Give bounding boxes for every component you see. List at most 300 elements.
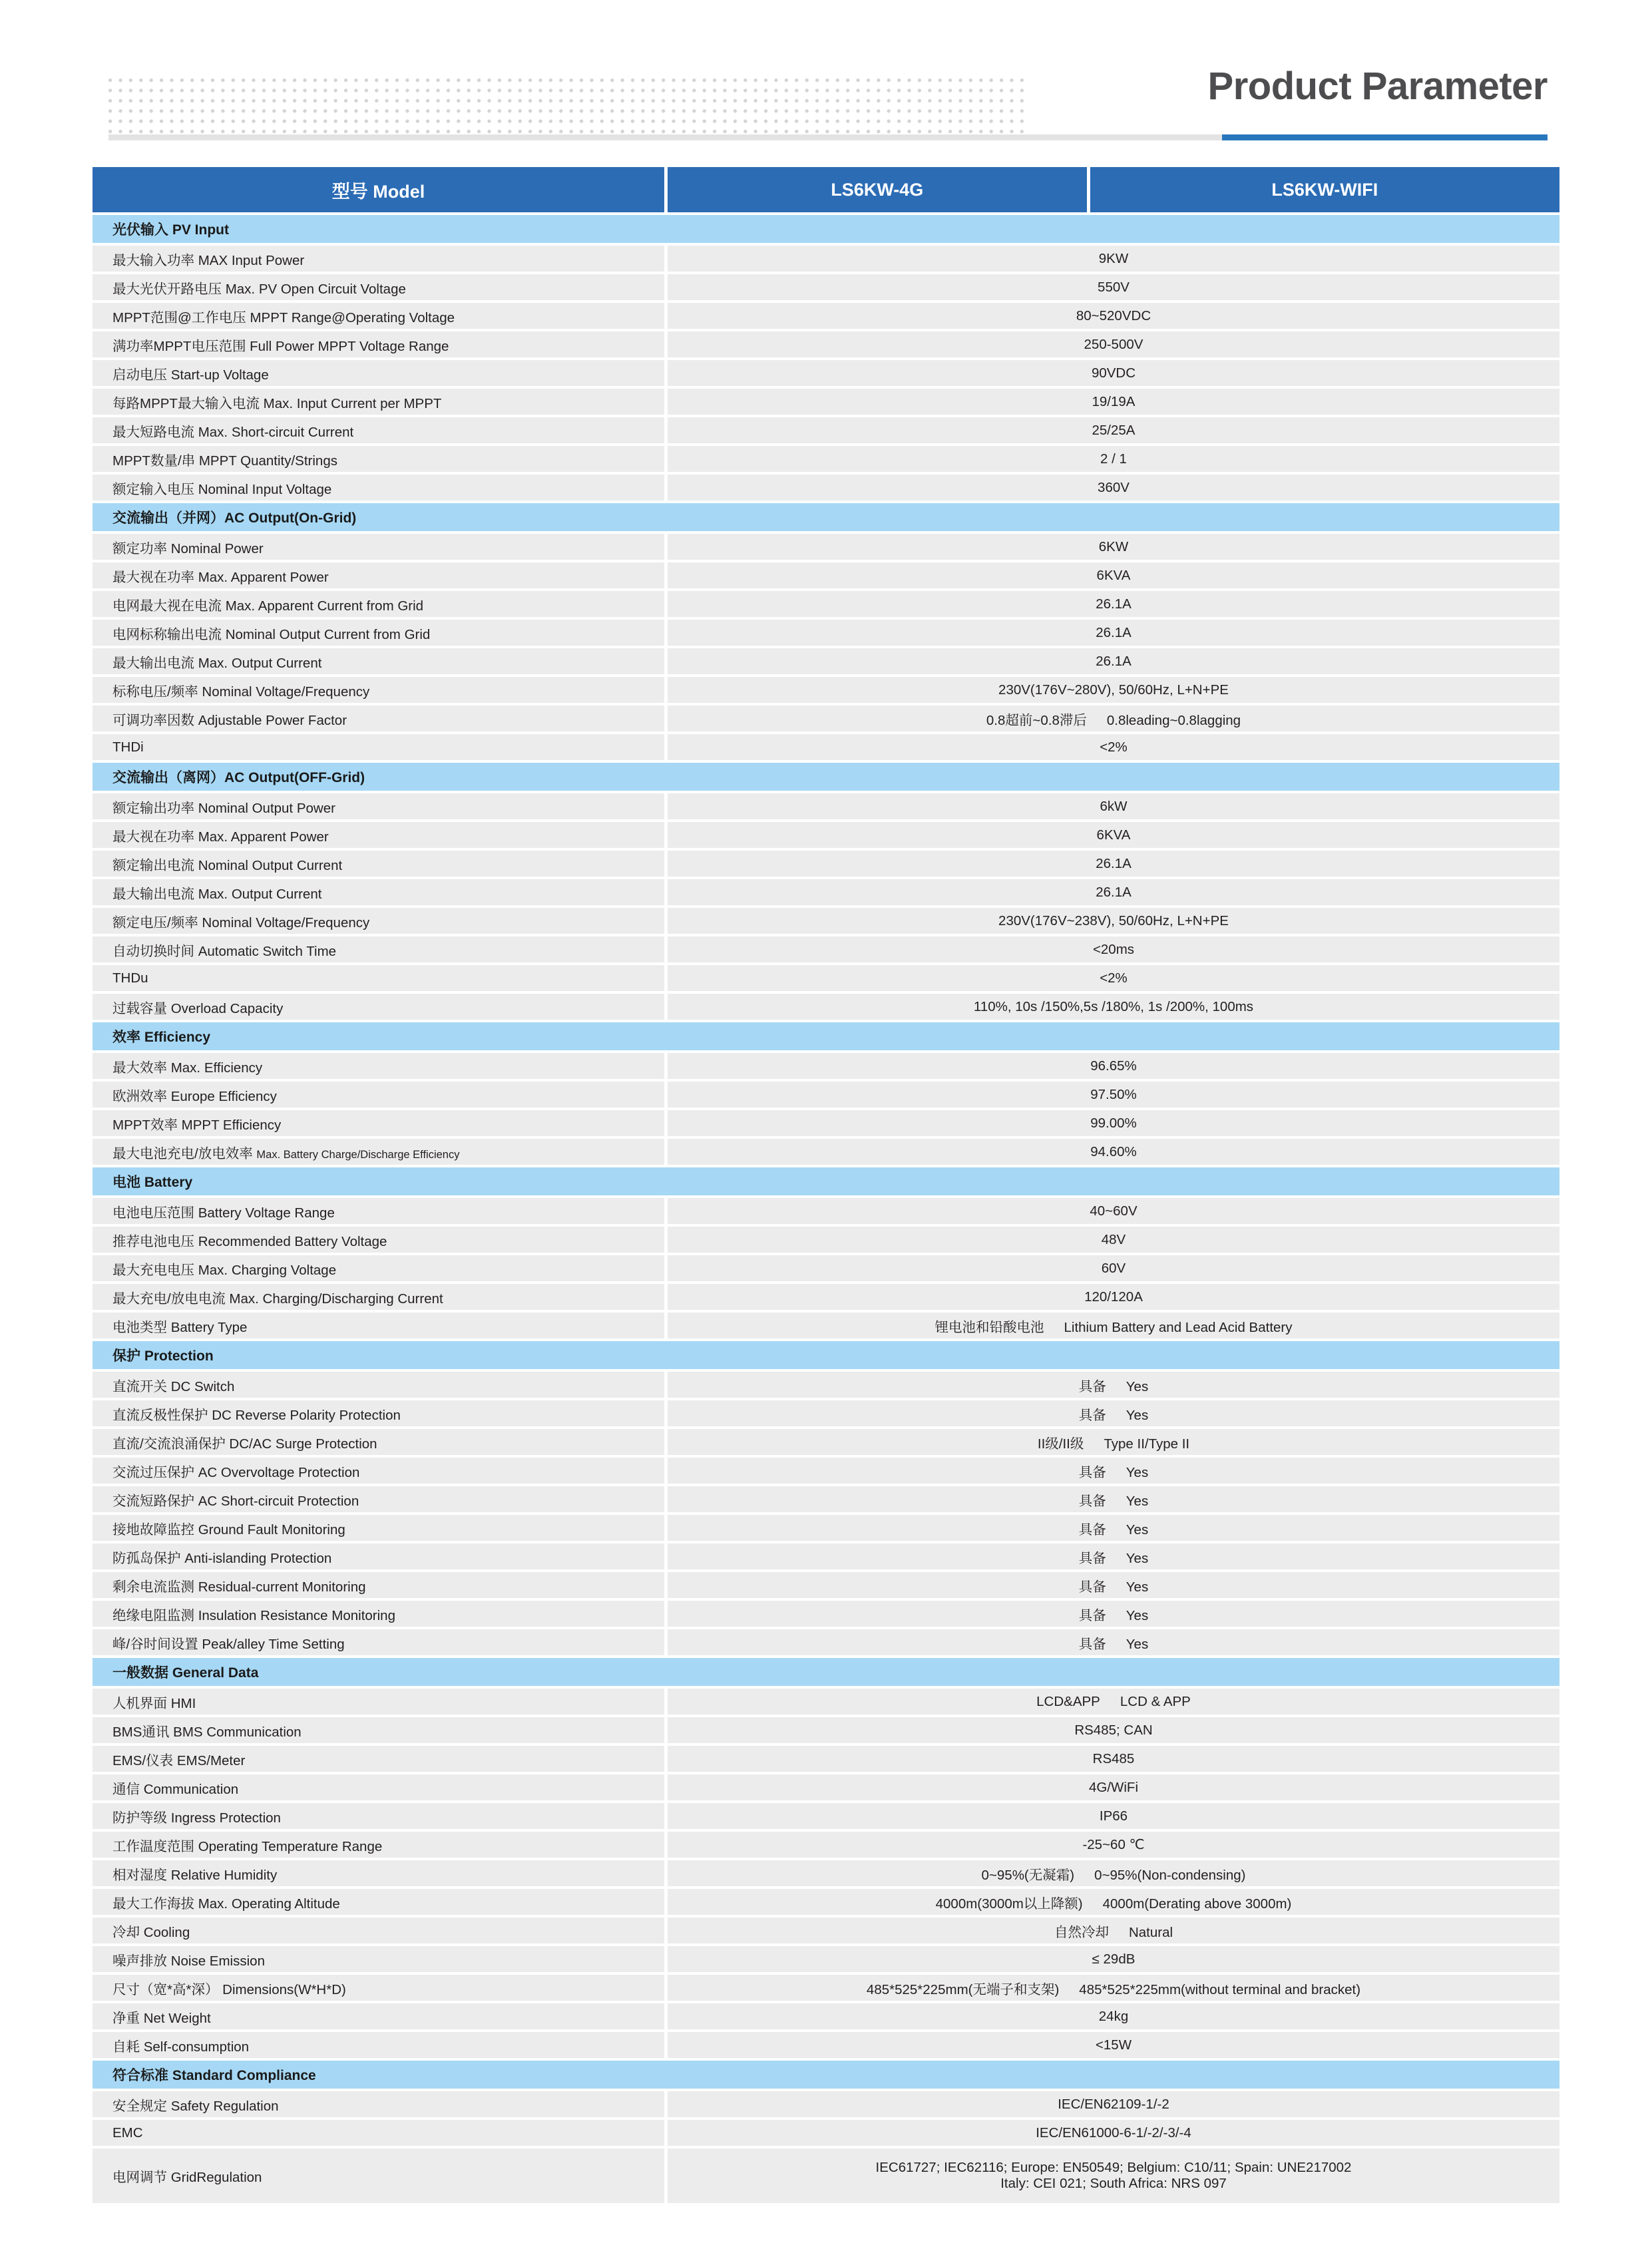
row-label-en: Safety Regulation <box>170 2098 279 2114</box>
row-label <box>93 822 668 851</box>
row-value <box>668 1629 1559 1658</box>
row-value <box>668 246 1559 274</box>
row-value <box>668 1946 1559 1975</box>
row-label-en: Battery Voltage Range <box>198 1205 335 1221</box>
row-label-en: Peak/alley Time Setting <box>202 1636 345 1652</box>
row-value-cn: 具备 <box>1078 1550 1106 1566</box>
row-value <box>668 734 1559 763</box>
row-label-en: Nominal Output Current <box>198 857 343 873</box>
row-value-text: 9KW <box>1098 250 1129 266</box>
row-label-en: Nominal Output Power <box>198 800 335 816</box>
row-label-en: EMS/Meter <box>176 1752 246 1768</box>
row-value-text: 2 / 1 <box>1100 451 1127 467</box>
row-value-text: 6KW <box>1098 538 1129 554</box>
row-value <box>668 1400 1559 1429</box>
table-row <box>93 648 1559 677</box>
table-row <box>93 1082 1559 1110</box>
table-row <box>93 1139 1559 1167</box>
row-label-en: Battery Type <box>170 1319 248 1335</box>
table-row <box>93 965 1559 994</box>
row-value-text: IEC61727; IEC62116; Europe: EN50549; Belgium: C10/11; Spain: UNE217002 <box>875 2160 1352 2175</box>
row-value <box>668 1458 1559 1486</box>
table-row <box>93 475 1559 503</box>
row-label-en: Max. Charging/Discharging Current <box>229 1291 443 1307</box>
row-label-cn: EMC <box>112 2125 143 2140</box>
table-row <box>93 1255 1559 1284</box>
table-column-header-row <box>93 167 1559 215</box>
section-title: 符合标准 Standard Compliance <box>93 2061 1559 2091</box>
row-value <box>668 1746 1559 1774</box>
row-label-cn: 满功率MPPT电压范围 <box>112 338 246 354</box>
row-value-text: 19/19A <box>1092 393 1136 409</box>
row-label <box>93 1717 668 1746</box>
row-label-en: Max. PV Open Circuit Voltage <box>225 281 406 297</box>
row-label <box>93 1832 668 1860</box>
row-label-en: Adjustable Power Factor <box>198 712 347 728</box>
row-value-text: 48V <box>1101 1231 1126 1247</box>
row-label <box>93 417 668 446</box>
row-label-cn: 工作温度范围 <box>112 1838 194 1854</box>
row-label-en: Max. Output Current <box>198 655 322 671</box>
row-label <box>93 1689 668 1717</box>
row-label-en: AC Overvoltage Protection <box>198 1464 360 1480</box>
row-label <box>93 331 668 360</box>
row-label <box>93 1918 668 1946</box>
row-label <box>93 1400 668 1429</box>
table-row <box>93 1860 1559 1889</box>
row-value-cn: 0.8超前~0.8滞后 <box>986 712 1087 728</box>
row-value-en: 4000m(Derating above 3000m) <box>1102 1896 1292 1912</box>
section-title: 一般数据 General Data <box>93 1658 1559 1689</box>
row-value-cn: LCD&APP <box>1036 1693 1100 1709</box>
row-value <box>668 1313 1559 1341</box>
row-value <box>668 1689 1559 1717</box>
row-label-en: Max. Output Current <box>198 886 322 902</box>
row-value <box>668 994 1559 1022</box>
row-label <box>93 936 668 965</box>
row-label-cn: 电网最大视在电流 <box>112 598 222 614</box>
table-row <box>93 1429 1559 1458</box>
row-label-cn: 电池类型 <box>112 1319 167 1335</box>
table-row <box>93 2148 1559 2203</box>
row-value <box>668 793 1559 822</box>
row-value-text: 96.65% <box>1090 1058 1137 1074</box>
table-row <box>93 1284 1559 1313</box>
row-label-en: Ingress Protection <box>170 1810 281 1826</box>
column-header-model: 型号 Model <box>93 167 668 215</box>
row-value-text: 99.00% <box>1090 1115 1137 1131</box>
row-label-cn: 接地故障监控 <box>112 1522 194 1537</box>
row-value-text: 80~520VDC <box>1076 307 1151 323</box>
row-value <box>668 274 1559 303</box>
row-value <box>668 1255 1559 1284</box>
row-value-text: <20ms <box>1092 941 1135 957</box>
table-row <box>93 908 1559 936</box>
table-row <box>93 1372 1559 1400</box>
row-value-cn: 具备 <box>1078 1464 1106 1480</box>
table-row <box>93 274 1559 303</box>
table-row <box>93 936 1559 965</box>
table-row <box>93 303 1559 331</box>
row-label-cn: 最大输入功率 <box>112 252 194 268</box>
row-label-cn: 推荐电池电压 <box>112 1233 194 1249</box>
row-value-cn: 具备 <box>1078 1378 1106 1394</box>
section-title: 交流输出（并网）AC Output(On-Grid) <box>93 503 1559 534</box>
table-row <box>93 1486 1559 1515</box>
row-value-text: 26.1A <box>1096 624 1132 640</box>
row-label-en: Nominal Voltage/Frequency <box>202 684 370 700</box>
row-label-cn: 通信 <box>112 1781 140 1797</box>
table-row <box>93 1832 1559 1860</box>
row-label-en: Ground Fault Monitoring <box>198 1522 345 1537</box>
row-label <box>93 1515 668 1543</box>
row-label-en: Dimensions(W*H*D) <box>222 1981 346 1997</box>
row-value <box>668 1429 1559 1458</box>
row-label-cn: 额定输入电压 <box>112 481 194 497</box>
row-label <box>93 648 668 677</box>
row-label-en: BMS Communication <box>173 1724 302 1740</box>
row-label <box>93 303 668 331</box>
row-value-cn: 具备 <box>1078 1636 1106 1652</box>
section-header-row <box>93 1341 1559 1372</box>
row-label-cn: 冷却 <box>112 1924 140 1940</box>
row-value <box>668 2091 1559 2120</box>
row-value <box>668 303 1559 331</box>
row-label-en: AC Short-circuit Protection <box>198 1493 359 1509</box>
row-value-en: 0~95%(Non-condensing) <box>1094 1867 1246 1883</box>
row-label <box>93 1629 668 1658</box>
row-label-en: Max. Apparent Current from Grid <box>225 598 424 614</box>
row-label-cn: 安全规定 <box>112 2098 167 2114</box>
section-title: 电池 Battery <box>93 1167 1559 1198</box>
row-value-cn: 485*525*225mm(无端子和支架) <box>866 1981 1060 1997</box>
row-value-en: 485*525*225mm(without terminal and bracket) <box>1079 1981 1361 1997</box>
row-value-text: <2% <box>1100 739 1128 755</box>
table-row <box>93 331 1559 360</box>
row-value <box>668 1543 1559 1572</box>
row-value <box>668 677 1559 706</box>
row-label-cn: 启动电压 <box>112 367 167 383</box>
row-label-cn: 噪声排放 <box>112 1953 167 1969</box>
row-label-en: DC Reverse Polarity Protection <box>212 1407 401 1423</box>
table-row <box>93 1689 1559 1717</box>
row-value <box>668 1227 1559 1255</box>
row-value <box>668 1082 1559 1110</box>
row-label-cn: 最大视在功率 <box>112 569 194 585</box>
row-value-en: Yes <box>1126 1550 1149 1566</box>
row-label-cn: EMS/仪表 <box>112 1752 174 1768</box>
section-title: 交流输出（离网）AC Output(OFF-Grid) <box>93 763 1559 793</box>
row-value <box>668 1832 1559 1860</box>
row-label <box>93 389 668 417</box>
row-label-cn: BMS通讯 <box>112 1724 170 1740</box>
row-label <box>93 706 668 734</box>
row-value <box>668 2032 1559 2061</box>
row-label-cn: 剩余电流监测 <box>112 1579 194 1595</box>
row-value-text: IP66 <box>1099 1808 1128 1824</box>
row-label-cn: 自耗 <box>112 2039 140 2055</box>
row-label-en: Overload Capacity <box>170 1000 284 1016</box>
table-row <box>93 2120 1559 2148</box>
table-row <box>93 246 1559 274</box>
row-value <box>668 706 1559 734</box>
table-row <box>93 1313 1559 1341</box>
row-label-cn: 直流反极性保护 <box>112 1407 208 1423</box>
row-label <box>93 994 668 1022</box>
row-label-cn: 自动切换时间 <box>112 943 194 959</box>
table-row <box>93 1889 1559 1918</box>
table-row <box>93 1946 1559 1975</box>
section-header-row <box>93 1167 1559 1198</box>
row-value-text: 4G/WiFi <box>1088 1779 1139 1795</box>
table-row <box>93 1053 1559 1082</box>
page-header <box>0 0 1652 133</box>
row-value <box>668 331 1559 360</box>
row-label-en: HMI <box>170 1695 196 1711</box>
section-title: 效率 Efficiency <box>93 1022 1559 1053</box>
row-label <box>93 1746 668 1774</box>
row-label-en: Max. Battery Charge/Discharge Efficiency <box>256 1148 460 1161</box>
table-row <box>93 389 1559 417</box>
row-value-cn: 具备 <box>1078 1493 1106 1509</box>
row-value-text: 90VDC <box>1091 365 1136 381</box>
row-label-en: GridRegulation <box>170 2170 262 2185</box>
row-label-en: Max. Apparent Power <box>198 829 329 845</box>
row-label-cn: MPPT数量/串 <box>112 453 196 469</box>
section-title: 光伏输入 PV Input <box>93 215 1559 246</box>
row-value-text: RS485; CAN <box>1074 1722 1153 1738</box>
row-value-text: 230V(176V~280V), 50/60Hz, L+N+PE <box>998 682 1229 698</box>
row-label-en: Operating Temperature Range <box>198 1838 383 1854</box>
row-value <box>668 475 1559 503</box>
page-title: Product Parameter <box>1207 65 1548 108</box>
row-label <box>93 1486 668 1515</box>
row-label <box>93 2003 668 2032</box>
row-value <box>668 1717 1559 1746</box>
row-value-text: <2% <box>1100 970 1128 986</box>
row-value <box>668 908 1559 936</box>
row-value-text: 24kg <box>1098 2008 1129 2024</box>
row-label-en: Net Weight <box>143 2010 211 2026</box>
row-label-cn: 额定输出功率 <box>112 800 194 816</box>
row-value-text: RS485 <box>1092 1750 1135 1766</box>
row-label <box>93 1429 668 1458</box>
row-label-en: MPPT Range@Operating Voltage <box>250 309 455 325</box>
row-label-cn: 电网标称输出电流 <box>112 626 222 642</box>
row-label <box>93 2091 668 2120</box>
row-label-cn: THDu <box>112 970 148 986</box>
row-label <box>93 908 668 936</box>
row-label-cn: 交流短路保护 <box>112 1493 194 1509</box>
row-value <box>668 1110 1559 1139</box>
column-header-model-1: LS6KW-4G <box>668 167 1090 215</box>
row-value <box>668 1918 1559 1946</box>
row-label <box>93 475 668 503</box>
row-label <box>93 562 668 591</box>
row-value-text: 110%, 10s /150%,5s /180%, 1s /200%, 100ms <box>973 998 1254 1014</box>
row-label <box>93 1372 668 1400</box>
table-row <box>93 994 1559 1022</box>
row-label <box>93 1227 668 1255</box>
row-value <box>668 620 1559 648</box>
column-header-model-2: LS6KW-WIFI <box>1090 167 1559 215</box>
row-label <box>93 1284 668 1313</box>
row-label-en: Max. Efficiency <box>170 1060 263 1076</box>
row-value <box>668 534 1559 562</box>
section-header-row <box>93 2061 1559 2091</box>
row-label-cn: 最大充电/放电电流 <box>112 1291 226 1307</box>
row-label <box>93 1543 668 1572</box>
row-label <box>93 246 668 274</box>
table-row <box>93 591 1559 620</box>
row-label-cn: 最大视在功率 <box>112 829 194 845</box>
row-label-cn: 标称电压/频率 <box>112 684 198 700</box>
table-row <box>93 734 1559 763</box>
row-label <box>93 1255 668 1284</box>
row-value-text: 120/120A <box>1084 1289 1143 1305</box>
table-row <box>93 1543 1559 1572</box>
row-label <box>93 1601 668 1629</box>
row-label-cn: 最大效率 <box>112 1060 167 1076</box>
row-value-cn: 具备 <box>1078 1407 1106 1423</box>
row-value-text: ≤ 29dB <box>1092 1951 1136 1967</box>
row-value-text: 230V(176V~238V), 50/60Hz, L+N+PE <box>998 913 1229 928</box>
row-value <box>668 1774 1559 1803</box>
row-value <box>668 648 1559 677</box>
row-label <box>93 1139 668 1167</box>
row-label-en: Nominal Power <box>170 540 264 556</box>
row-value-text: 6kW <box>1100 798 1128 814</box>
row-label-en: Europe Efficiency <box>170 1088 277 1104</box>
row-value-text: 40~60V <box>1090 1203 1137 1219</box>
row-label-cn: 欧洲效率 <box>112 1088 167 1104</box>
row-label-cn: 相对湿度 <box>112 1867 167 1883</box>
dot-pattern-decoration <box>108 79 1030 137</box>
row-value <box>668 1975 1559 2003</box>
row-label-cn: 直流开关 <box>112 1378 167 1394</box>
row-value <box>668 2148 1559 2203</box>
row-label-en: Full Power MPPT Voltage Range <box>250 338 449 354</box>
row-value-text: 26.1A <box>1096 855 1132 871</box>
row-label <box>93 1110 668 1139</box>
row-label-cn: 最大输出电流 <box>112 655 194 671</box>
row-label <box>93 1774 668 1803</box>
table-row <box>93 2091 1559 2120</box>
row-value-cn: 自然冷却 <box>1054 1924 1109 1940</box>
row-value-text: -25~60 ℃ <box>1082 1837 1145 1852</box>
row-value <box>668 1572 1559 1601</box>
table-row <box>93 1400 1559 1429</box>
row-value-en: Lithium Battery and Lead Acid Battery <box>1064 1319 1293 1335</box>
row-value <box>668 1198 1559 1227</box>
row-label-en: Automatic Switch Time <box>198 943 337 959</box>
row-value-text: IEC/EN61000-6-1/-2/-3/-4 <box>1036 2125 1191 2140</box>
row-value <box>668 1053 1559 1082</box>
table-row <box>93 2003 1559 2032</box>
row-label-cn: THDi <box>112 739 144 755</box>
spec-table-body <box>93 167 1559 2203</box>
row-value-cn: 具备 <box>1078 1579 1106 1595</box>
row-label-cn: 最大工作海拔 <box>112 1896 194 1912</box>
row-label-en: MPPT Efficiency <box>181 1117 282 1133</box>
row-label <box>93 2032 668 2061</box>
table-row <box>93 1746 1559 1774</box>
row-label <box>93 1889 668 1918</box>
table-row <box>93 620 1559 648</box>
table-row <box>93 1774 1559 1803</box>
row-label <box>93 677 668 706</box>
row-label-cn: 防护等级 <box>112 1810 167 1826</box>
row-label <box>93 1803 668 1832</box>
table-row <box>93 677 1559 706</box>
row-label-en: MPPT Quantity/Strings <box>198 453 337 469</box>
row-label <box>93 1198 668 1227</box>
row-label-cn: 过载容量 <box>112 1000 167 1016</box>
row-value <box>668 389 1559 417</box>
row-label <box>93 734 668 763</box>
row-label <box>93 360 668 389</box>
table-row <box>93 822 1559 851</box>
row-label <box>93 2120 668 2148</box>
row-label-cn: 电网调节 <box>112 2170 167 2185</box>
row-label-en: Nominal Output Current from Grid <box>225 626 431 642</box>
row-label-cn: 最大充电电压 <box>112 1262 194 1278</box>
row-value <box>668 1486 1559 1515</box>
row-label-cn: 额定电压/频率 <box>112 915 198 930</box>
table-row <box>93 1227 1559 1255</box>
row-label-cn: 净重 <box>112 2010 140 2026</box>
row-label <box>93 851 668 879</box>
row-label-en: MAX Input Power <box>198 252 305 268</box>
row-value-text: 25/25A <box>1092 422 1136 438</box>
row-label-cn: 峰/谷时间设置 <box>112 1636 198 1652</box>
row-label <box>93 2148 668 2203</box>
table-row <box>93 534 1559 562</box>
row-label-en: Noise Emission <box>170 1953 265 1969</box>
row-value-text: 94.60% <box>1090 1143 1137 1159</box>
row-label-en: Start-up Voltage <box>170 367 269 383</box>
table-row <box>93 1458 1559 1486</box>
header-rule-gray <box>108 134 1222 140</box>
row-label-en: Cooling <box>143 1924 190 1940</box>
row-label <box>93 620 668 648</box>
row-value <box>668 1372 1559 1400</box>
row-value-cn: 0~95%(无凝霜) <box>981 1867 1075 1883</box>
row-value-text: IEC/EN62109-1/-2 <box>1058 2096 1169 2112</box>
row-value-cn: 具备 <box>1078 1607 1106 1623</box>
table-row <box>93 1918 1559 1946</box>
row-label <box>93 446 668 475</box>
row-value-text: 26.1A <box>1096 884 1132 900</box>
row-value-en: 0.8leading~0.8lagging <box>1106 712 1241 728</box>
row-value-text: 550V <box>1098 279 1130 295</box>
row-value <box>668 2120 1559 2148</box>
row-value-cn: II级/II级 <box>1037 1436 1084 1452</box>
table-row <box>93 562 1559 591</box>
row-label <box>93 1860 668 1889</box>
row-value-en: Yes <box>1126 1378 1149 1394</box>
table-row <box>93 851 1559 879</box>
table-row <box>93 1515 1559 1543</box>
row-label-en: Max. Short-circuit Current <box>198 424 354 440</box>
row-value <box>668 851 1559 879</box>
row-label-cn: 可调功率因数 <box>112 712 194 728</box>
row-value <box>668 936 1559 965</box>
row-value <box>668 360 1559 389</box>
specification-table <box>93 167 1559 2203</box>
row-label-cn: 额定输出电流 <box>112 857 194 873</box>
row-label-cn: 额定功率 <box>112 540 167 556</box>
